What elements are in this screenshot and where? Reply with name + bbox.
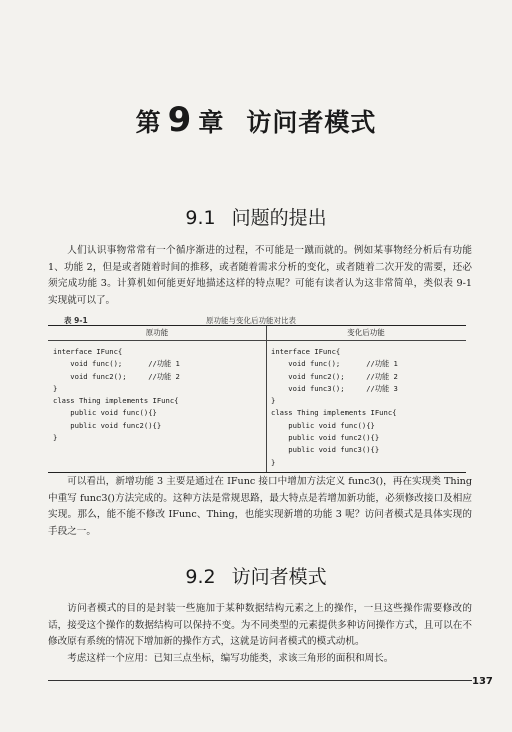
section-number: 9.2	[185, 566, 216, 588]
code-line: public void func(){}	[53, 408, 157, 418]
table-header-original: 原功能	[48, 326, 266, 341]
chapter-name: 访问者模式	[246, 108, 377, 137]
code-line: void func2(); //功能 2	[271, 371, 398, 381]
column-divider	[266, 326, 267, 472]
chapter-prefix: 第	[135, 108, 162, 137]
paragraph-example: 考虑这样一个应用：已知三点坐标，编写功能类，求该三角形的面积和周长。	[67, 653, 394, 664]
table-title: 原功能与变化后功能对比表	[206, 316, 296, 325]
paragraph-definition: 访问者模式的目的是封装一些施加于某种数据结构元素之上的操作，一旦这些操作需要修改的话，接受这个操作的数据结构可以保持不变。为不同类型的元素提供多种访问操作方式，且可以在不修改原有系统的情况下增加新的操作方式，这就是访问者模式的模式动机。	[48, 603, 472, 647]
table-label: 表 9-1	[64, 316, 88, 325]
code-line: void func(); //功能 1	[53, 359, 180, 369]
table-header-changed: 变化后功能	[266, 326, 466, 341]
footer-rule	[48, 680, 472, 681]
paragraph-intro: 人们认识事物常常有一个循序渐进的过程，不可能是一蹴而就的。例如某事物经分析后有功能 1、功能 2，但是或者随着时间的推移，或者随着需求分析的变化，或者随着二次开发的需要，还必须完成功能 3。计算机如何能更好地描述这样的特点呢？可能有读者认为这非常简单，类似表 9-1 实现就可以了。	[48, 245, 472, 306]
code-line: public void func3(){}	[271, 445, 380, 455]
code-line: }	[53, 433, 58, 443]
chapter-number: 9	[167, 100, 193, 140]
chapter-title	[0, 100, 512, 140]
code-line: void func(); //功能 1	[271, 359, 398, 369]
paragraph-analysis: 可以看出，新增功能 3 主要是通过在 IFunc 接口中增加方法定义 func3()，再在实现类 Thing 中重写 func3()方法完成的。这种方法是常规思路，最大特点是若增加新功能，必须修改接口及相应实现。那么，能不能不修改 IFunc、Thing，也能实现新增的功能 3 呢？访问者模式是具体实现的手段之一。	[48, 476, 472, 537]
page-number: 137	[472, 676, 493, 687]
chapter-suffix: 章	[198, 108, 225, 137]
section-title: 访问者模式	[231, 566, 327, 588]
section-title: 问题的提出	[231, 207, 327, 229]
section-number: 9.1	[185, 207, 216, 229]
code-line: void func3(); //功能 3	[271, 383, 398, 393]
code-line: interface IFunc{	[53, 347, 123, 356]
code-line: public void func2(){}	[271, 433, 380, 443]
code-line: interface IFunc{	[271, 347, 341, 356]
code-line: public void func(){}	[271, 420, 375, 430]
section-heading-9-1	[0, 203, 512, 230]
code-line: void func2(); //功能 2	[53, 371, 180, 381]
code-line: }	[271, 396, 276, 406]
code-line: class Thing implements IFunc{	[271, 408, 397, 418]
code-line: class Thing implements IFunc{	[53, 396, 179, 406]
code-line: }	[271, 457, 276, 467]
changed-code-block	[271, 346, 398, 469]
original-code-block	[53, 346, 180, 444]
code-line: public void func2(){}	[53, 420, 162, 430]
comparison-table	[48, 325, 466, 473]
section-heading-9-2	[0, 562, 512, 589]
code-line: }	[53, 383, 58, 393]
